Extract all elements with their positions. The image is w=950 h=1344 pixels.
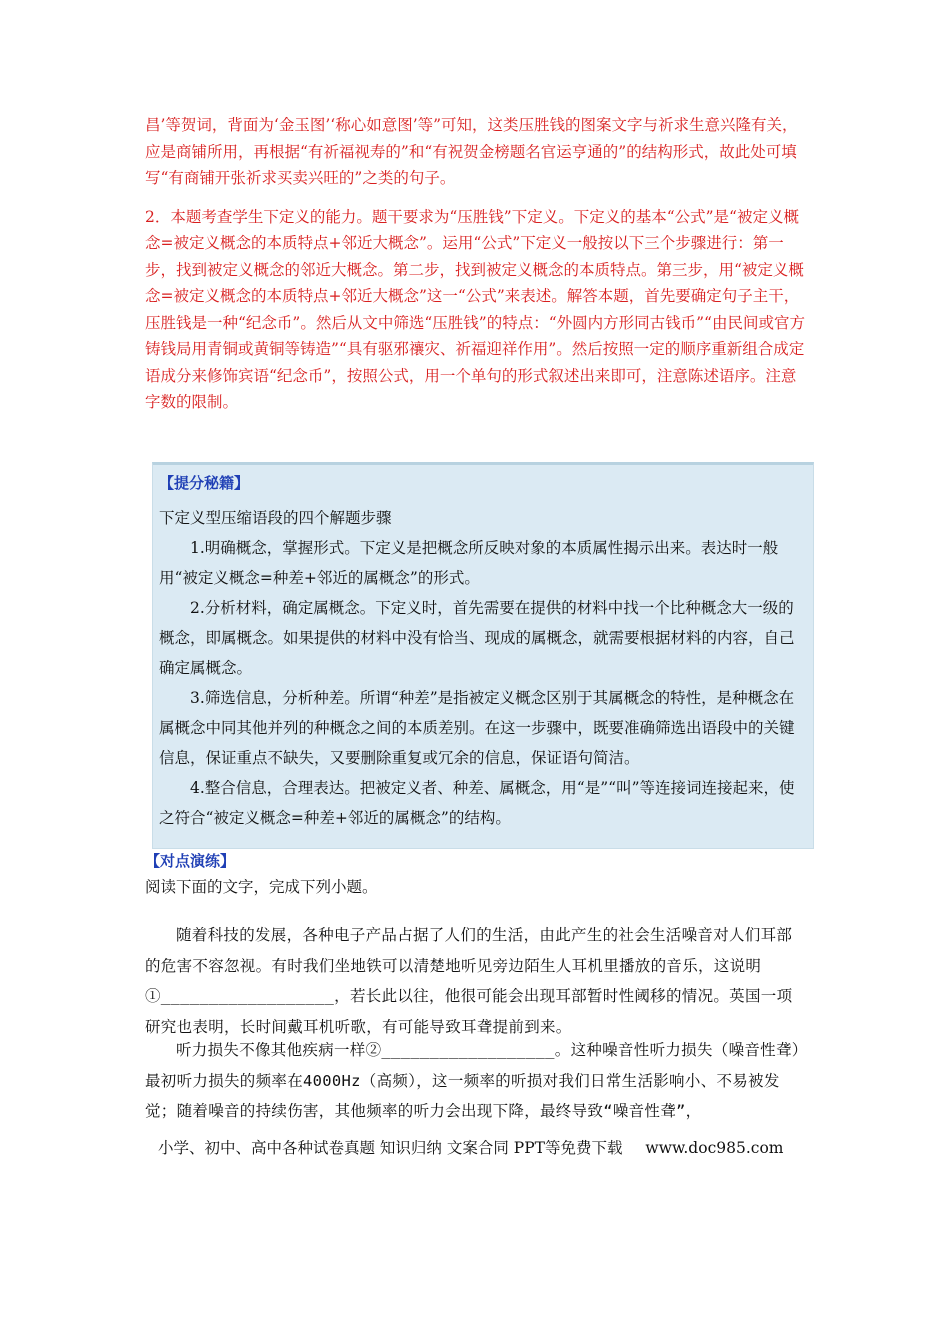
passage-paragraph-2: 听力损失不像其他疾病一样②__________________。这种噪音性听力损失（噪音性聋）最初听力损失的频率在4000Hz（高频），这一频率的听损对我们日常生活影响小、不易被发觉；随着噪音的持续伤害，其他频率的听力会出现下降，最终导致“噪音性聋”， (145, 1041, 800, 1120)
answer-analysis (145, 112, 810, 416)
tips-step-2: 2.分析材料，确定属概念。下定义时，首先需要在提供的材料中找一个比种概念大一级的概念，即属概念。如果提供的材料中没有恰当、现成的属概念，就需要根据材料的内容，自己确定属概念。 (159, 599, 795, 677)
tips-step-4: 4.整合信息，合理表达。把被定义者、种差、属概念，用“是”“叫”等连接词连接起来，使之符合“被定义概念=种差+邻近的属概念”的结构。 (159, 779, 795, 827)
analysis-paragraph-1: 昌’等贺词，背面为‘金玉图’‘称心如意图’等”可知，这类压胜钱的图案文字与祈求生意兴隆有关，应是商铺所用，再根据“有祈福视寿的”和“有祝贺金榜题名官运亨通的”的结构形式，故此处可填写“有商铺开张祈求买卖兴旺的”之类的句子。 (145, 116, 798, 187)
reading-passage-2 (145, 1035, 805, 1127)
footer-url[interactable]: www.doc985.com (645, 1139, 784, 1157)
reading-passage-1 (145, 920, 805, 1042)
tips-step-1: 1.明确概念，掌握形式。下定义是把概念所反映对象的本质属性揭示出来。表达时一般用“被定义概念=种差+邻近的属概念”的形式。 (159, 539, 779, 587)
page-footer (158, 1136, 783, 1160)
tips-title: 【提分秘籍】 (159, 474, 250, 492)
tips-step-3: 3.筛选信息，分析种差。所谓“种差”是指被定义概念区别于其属概念的特性，是种概念在属概念中同其他并列的种概念之间的本质差别。在这一步骤中，既要准确筛选出语段中的关键信息，保证重点不缺失，又要删除重复或冗余的信息，保证语句简洁。 (159, 689, 795, 767)
passage-paragraph-1: 随着科技的发展，各种电子产品占据了人们的生活，由此产生的社会生活噪音对人们耳部的危害不容忽视。有时我们坐地铁可以清楚地听见旁边陌生人耳机里播放的音乐，这说明①__________________，若长此以往，他很可能会出现耳部暂时性阈移的情况。英国一项研究也表明，长时间戴耳机听歌，有可能导致耳聋提前到来。 (145, 926, 793, 1036)
analysis-paragraph-2: 2．本题考查学生下定义的能力。题干要求为“压胜钱”下定义。下定义的基本“公式”是“被定义概念=被定义概念的本质特点+邻近大概念”。运用“公式”下定义一般按以下三个步骤进行：第一步，找到被定义概念的邻近大概念。第二步，找到被定义概念的本质特点。第三步，用“被定义概念=被定义概念的本质特点+邻近大概念”这一“公式”来表述。解答本题，首先要确定句子主干，压胜钱是一种“纪念币”。然后从文中筛选“压胜钱”的特点：“外圆内方形同古钱币”“由民间或官方铸钱局用青铜或黄铜等铸造”“具有驱邪禳灾、祈福迎祥作用”。然后按照一定的顺序重新组合成定语成分来修饰宾语“纪念币”，按照公式，用一个单句的形式叙述出来即可，注意陈述语序。注意字数的限制。 (145, 207, 805, 411)
footer-text: 小学、初中、高中各种试卷真题 知识归纳 文案合同 PPT等免费下载 (158, 1139, 623, 1157)
practice-intro: 阅读下面的文字，完成下列小题。 (145, 878, 378, 896)
tips-subtitle: 下定义型压缩语段的四个解题步骤 (159, 509, 392, 527)
practice-title: 【对点演练】 (145, 852, 236, 870)
tips-box (152, 462, 814, 849)
